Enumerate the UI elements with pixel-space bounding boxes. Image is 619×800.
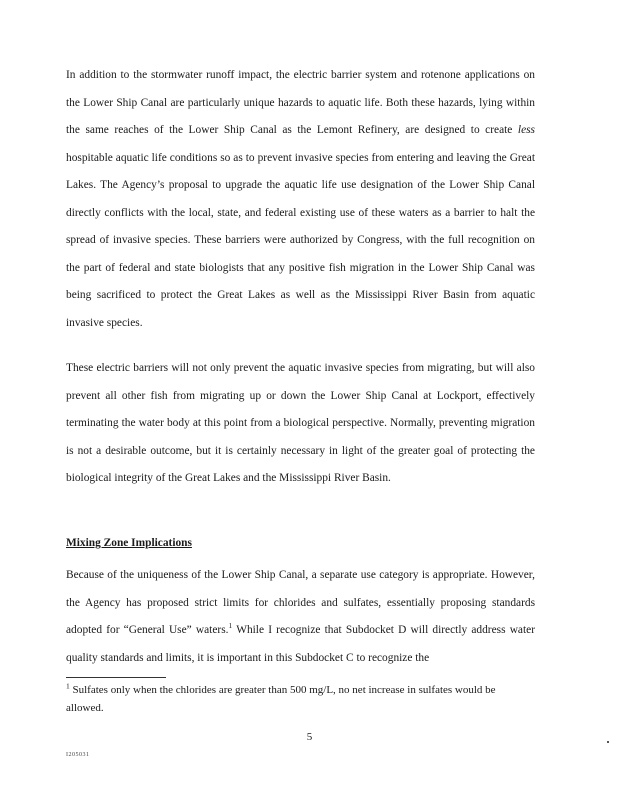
document-id: I205031 [66,752,90,758]
section-heading-mixing-zone: Mixing Zone Implications [66,537,192,549]
paragraph-fish-migration: These electric barriers will not only prevent the aquatic invasive species from migrating, but will also prevent all other fish from migrating up or down the Lower Ship Canal at Lockport, effectively terminating the water body at this point from a biological perspective. Normally, preventing migration is not a desirable outcome, but it is certainly necessary in light of the greater goal of protecting the biological integrity of the Great Lakes and the Mississippi River Basin. [66,362,535,484]
page-number: 5 [306,731,313,743]
paragraph-electric-barrier-hazards [66,62,535,337]
paragraph-text: In addition to the stormwater runoff impact, the electric barrier system and rotenone applications on the Lower Ship Canal are particularly unique hazards to aquatic life. Both these hazards, lying within the same reaches of the Lower Ship Canal as the Lemont Refinery, are designed to create [66,69,535,136]
paragraph-text: hospitable aquatic life conditions so as to prevent invasive species from entering and leaving the Great Lakes. The Agency’s proposal to upgrade the aquatic life use designation of the Lower Ship Canal directly conflicts with the local, state, and federal existing use of these waters as a barrier to halt the spread of invasive species. These barriers were authorized by Congress, with the full recognition on the part of federal and state biologists that any positive fish migration in the Lower Ship Canal was being sacrificed to protect the Great Lakes as well as the Mississippi River Basin from aquatic invasive species. [66,151,535,329]
paragraph-text: Because of the uniqueness of the Lower Ship Canal, a separate use category is appropriate. However, the Agency has proposed strict limits for chlorides and sulfates, essentially proposing standards adopted for “General Use” waters. [66,569,535,636]
paragraph-text: While I recognize that Subdocket D will directly address water quality standards and limits, it is important in this Subdocket C to recognize the [66,624,535,664]
footnote-text: Sulfates only when the chlorides are greater than 500 mg/L, no net increase in sulfates would be allowed. [66,684,496,714]
emphasis-less: less [517,124,535,136]
scan-mark [607,741,609,743]
footnote [66,681,521,717]
footnote-reference: 1 [228,621,233,631]
footnote-marker: 1 [66,681,70,691]
footnote-divider [66,677,166,678]
paragraph-use-category [66,562,535,672]
